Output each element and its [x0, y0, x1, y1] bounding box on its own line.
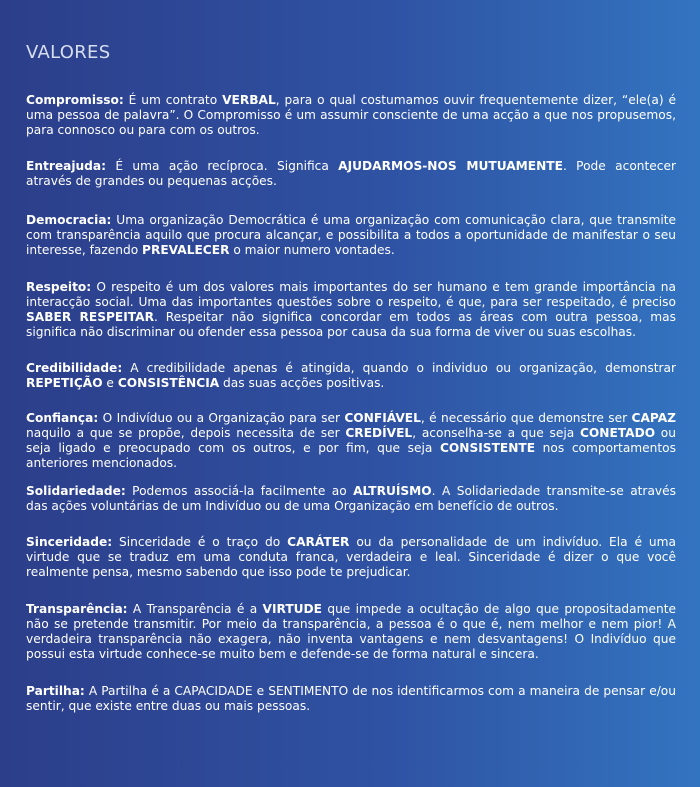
value-democracia	[26, 213, 676, 258]
value-solidariedade	[26, 484, 676, 514]
values-page	[26, 0, 676, 787]
value-text: . Pode acontecer através de grandes ou pequenas acções.	[26, 159, 676, 188]
value-highlight: VIRTUDE	[262, 602, 322, 616]
value-transparencia	[26, 602, 676, 662]
value-term: Solidariedade:	[26, 484, 126, 498]
value-text: A Transparência é a	[127, 602, 263, 616]
value-text: ou seja ligado e preocupado com os outros, e por fim, que seja	[26, 426, 676, 455]
value-text: que impede a ocultação de algo que propositadamente não se pretende transmitir. Por meio da transparência, a pessoa é o que é, nem melhor e nem pior! A verdadeira transparência não exagera, não inventa vantagens e nem desvantagens! O Indivíduo que possui esta virtude conhece-se muito bem e defende-se de forma natural e sincera.	[26, 602, 677, 661]
value-highlight: REPETIÇÃO	[26, 376, 103, 390]
value-entreajuda	[26, 159, 676, 189]
value-term: Transparência:	[26, 602, 128, 616]
value-text: nos comportamentos anteriores mencionados.	[26, 441, 676, 470]
value-confianca	[26, 411, 676, 471]
value-term: Compromisso:	[26, 93, 124, 107]
value-highlight: CONSISTÊNCIA	[117, 376, 220, 390]
value-highlight: CAPAZ	[631, 411, 676, 425]
value-text: Uma organização Democrática é uma organização com comunicação clara, que transmite com transparência aquilo que procura alcançar, e possibilita a todos a oportunidade de manifestar o seu interesse, fazendo	[26, 213, 676, 257]
value-highlight: SABER RESPEITAR	[26, 310, 154, 324]
page-title: VALORES	[26, 42, 111, 63]
value-text: das suas acções positivas.	[219, 376, 385, 390]
value-highlight: PREVALECER	[142, 243, 230, 257]
value-highlight: CREDÍVEL	[345, 426, 413, 440]
value-term: Democracia:	[26, 213, 112, 227]
value-highlight: CARÁTER	[287, 535, 350, 549]
value-term: Confiança:	[26, 411, 99, 425]
value-text: A Partilha é a CAPACIDADE e SENTIMENTO de nos identificarmos com a maneira de pensar e/ou sentir, que existe entre duas ou mais pessoas.	[26, 684, 676, 713]
value-compromisso	[26, 93, 676, 138]
value-term: Credibilidade:	[26, 361, 123, 375]
value-partilha	[26, 684, 676, 714]
value-highlight: CONETADO	[579, 426, 656, 440]
value-term: Respeito:	[26, 280, 92, 294]
value-highlight: AJUDARMOS-NOS MUTUAMENTE	[338, 159, 563, 173]
value-text: e	[102, 376, 118, 390]
value-text: naquilo a que se propõe, depois necessita de ser	[26, 426, 346, 440]
value-text: . Respeitar não significa concordar em todos as áreas com outra pessoa, mas significa não discriminar ou ofender essa pessoa por causa da sua forma de viver ou suas escolhas.	[26, 310, 676, 339]
value-text: . A Solidariedade transmite-se através das ações voluntárias de um Indivíduo ou de uma Organização em benefício de outros.	[26, 484, 676, 513]
value-term: Partilha:	[26, 684, 85, 698]
value-text: O respeito é um dos valores mais importantes do ser humano e tem grande importância na interacção social. Uma das importantes questões sobre o respeito, é que, para ser respeitado, é preciso	[26, 280, 676, 309]
value-text: ou da personalidade de um indivíduo. Ela é uma virtude que se traduz em uma conduta franca, verdadeira e leal. Sinceridade é dizer o que você realmente pensa, mesmo sabendo que isso pode te prejudicar.	[26, 535, 676, 579]
value-credibilidade	[26, 361, 676, 391]
value-text: É uma ação recíproca. Significa	[106, 159, 339, 173]
value-text: o maior numero vontades.	[229, 243, 395, 257]
value-text: Podemos associá-la facilmente ao	[125, 484, 354, 498]
value-text: Sinceridade é o traço do	[112, 535, 288, 549]
value-highlight: VERBAL	[222, 93, 276, 107]
value-text: É um contrato	[123, 93, 223, 107]
value-text: , para o qual costumamos ouvir frequentemente dizer, “ele(a) é uma pessoa de palavra”. O Compromisso é um assumir consciente de uma acção a que nos propusemos, para connosco ou para com os outros.	[26, 93, 676, 137]
value-text: O Indivíduo ou a Organização para ser	[98, 411, 345, 425]
value-term: Sinceridade:	[26, 535, 113, 549]
value-respeito	[26, 280, 676, 340]
value-sinceridade	[26, 535, 676, 580]
value-text: A credibilidade apenas é atingida, quando o individuo ou organização, demonstrar	[122, 361, 676, 375]
value-highlight: CONFIÁVEL	[344, 411, 421, 425]
value-term: Entreajuda:	[26, 159, 107, 173]
value-text: , aconselha-se a que seja	[412, 426, 580, 440]
value-highlight: ALTRUÍSMO	[353, 484, 432, 498]
value-text: , é necessário que demonstre ser	[420, 411, 632, 425]
value-highlight: CONSISTENTE	[439, 441, 536, 455]
